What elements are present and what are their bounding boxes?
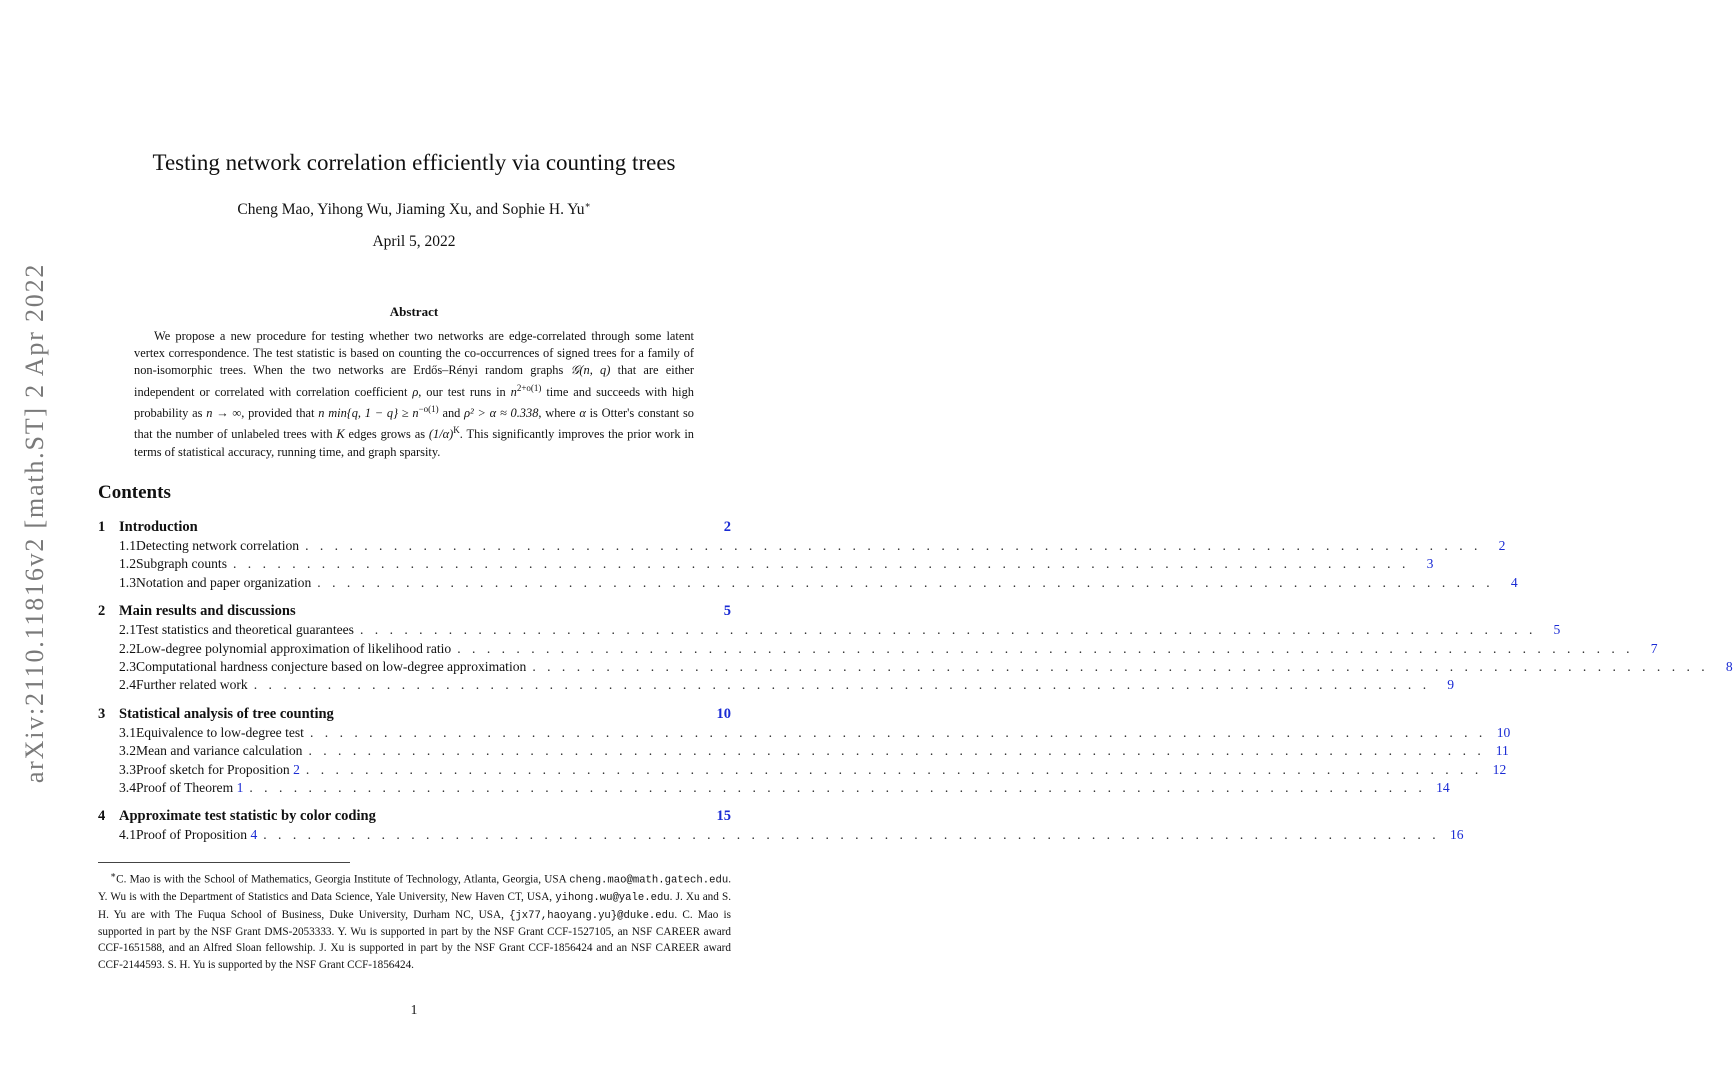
math-condition: ρ² > α ≈ 0.338	[464, 406, 539, 421]
toc-subsection-title-text: Test statistics and theoretical guarantees	[136, 622, 354, 638]
toc-section-number: 1	[98, 519, 106, 535]
footnote-text: . J. Xu and S. H. Yu are with The Fuqua School of Business, Duke University, Durham NC, USA,	[98, 891, 731, 921]
toc-subsection-entry[interactable]	[98, 574, 1518, 593]
toc-page-link[interactable]: 11	[1495, 743, 1509, 759]
footnote-text: . Y. Wu is with the Department of Statistics and Data Science, Yale University, New Haven CT, USA,	[98, 873, 731, 904]
abstract-body	[134, 328, 694, 461]
math-k: K	[336, 427, 345, 442]
footnote-text: C. Mao is with the School of Mathematics, Georgia Institute of Technology, Atlanta, Georgia, USA	[116, 873, 570, 886]
email-link[interactable]: {jx77,haoyang.yu}@duke.edu	[509, 909, 675, 922]
math-rho: ρ	[412, 384, 419, 399]
toc-subsection-entry[interactable]	[98, 538, 1506, 556]
toc-subsection-number: 3.4	[119, 779, 136, 795]
toc-leader-dots: . . . . . . . . . . . . . . . . . . . . . . . . . . . . . . . . . . . . . . . . . . . . . . . . . . . . . . . . . . . . . . . . . . . . . . . . . . . . . . . .	[253, 677, 1431, 693]
toc-subsection-entry[interactable]	[98, 556, 1434, 574]
math-condition: n min{q, 1 − q} ≥ n	[318, 406, 419, 421]
toc-subsection-entry[interactable]	[98, 640, 1658, 659]
math-limit: n → ∞	[206, 406, 242, 421]
toc-subsection-title-text: Mean and variance calculation	[136, 743, 303, 759]
toc-subsection-number: 3.3	[119, 761, 136, 777]
paper-date: April 5, 2022	[372, 233, 456, 250]
abstract-text: , our test runs in	[418, 384, 511, 399]
cross-reference-link[interactable]: 2	[293, 761, 300, 777]
abstract-text: , where	[538, 406, 580, 421]
toc-section-entry[interactable]	[98, 808, 731, 827]
toc-subsection-title	[136, 780, 243, 796]
toc-subsection-entry[interactable]	[98, 724, 1511, 743]
toc-subsection-title	[136, 556, 227, 572]
toc-subsection-number: 1.1	[119, 538, 136, 553]
toc-subsection-title	[136, 641, 451, 657]
abstract-text: that are either independent or correlated with correlation coefficient	[134, 363, 694, 399]
toc-page-link[interactable]: 9	[1447, 677, 1455, 693]
toc-section-number: 3	[98, 705, 106, 722]
toc-subsection-entry[interactable]	[98, 779, 1450, 798]
math-exponent: K	[453, 425, 460, 436]
toc-subsection-title	[136, 677, 248, 693]
email-link[interactable]: yihong.wu@yale.edu	[555, 892, 670, 905]
toc-subsection-entry[interactable]	[98, 658, 1733, 677]
author-names: Cheng Mao, Yihong Wu, Jiaming Xu, and Sophie H. Yu	[237, 201, 585, 219]
toc-subsection-number: 2.1	[119, 622, 136, 638]
toc-leader-dots: . . . . . . . . . . . . . . . . . . . . . . . . . . . . . . . . . . . . . . . . . . . . . . . . . . . . . . . . . . . . . . . . . . . . . . . . . . . . . . . .	[305, 538, 1482, 553]
footnote-mark: ∗	[110, 870, 117, 880]
toc-leader-dots: . . . . . . . . . . . . . . . . . . . . . . . . . . . . . . . . . . . . . . . . . . . . . . . . . . . . . . . . . . . . . . . . . . . . . . . . . . . . . . . .	[263, 827, 1440, 843]
toc-subsection-title-text: Proof sketch for Proposition	[136, 761, 290, 777]
toc-leader-dots: . . . . . . . . . . . . . . . . . . . . . . . . . . . . . . . . . . . . . . . . . . . . . . . . . . . . . . . . . . . . . . . . . . . . . . . . . . . . . . . .	[233, 556, 1410, 572]
toc-subsection-title-text: Proof of Proposition	[136, 827, 248, 843]
toc-subsection-title	[136, 659, 526, 675]
toc-leader-dots: . . . . . . . . . . . . . . . . . . . . . . . . . . . . . . . . . . . . . . . . . . . . . . . . . . . . . . . . . . . . . . . . . . . . . . . . . . . . . . . .	[532, 658, 1709, 674]
toc-page-link[interactable]: 12	[1492, 761, 1507, 777]
abstract-paragraph	[134, 328, 694, 461]
page-number: 1	[410, 1002, 418, 1017]
toc-leader-dots: . . . . . . . . . . . . . . . . . . . . . . . . . . . . . . . . . . . . . . . . . . . . . . . . . . . . . . . . . . . . . . . . . . . . . . . . . . . . . . . .	[457, 640, 1634, 656]
toc-subsection-number: 2.2	[119, 640, 136, 656]
toc-subsection-title-text: Detecting network correlation	[136, 538, 300, 553]
toc-subsection-number: 4.1	[119, 827, 136, 843]
toc-leader-dots: . . . . . . . . . . . . . . . . . . . . . . . . . . . . . . . . . . . . . . . . . . . . . . . . . . . . . . . . . . . . . . . . . . . . . . . . . . . . . . . .	[308, 743, 1485, 759]
toc-subsection-entry[interactable]	[98, 622, 1561, 640]
abstract-text: edges grows as	[344, 427, 429, 442]
math-alpha: α	[579, 406, 586, 421]
toc-page-link[interactable]: 15	[716, 808, 731, 825]
toc-leader-dots: . . . . . . . . . . . . . . . . . . . . . . . . . . . . . . . . . . . . . . . . . . . . . . . . . . . . . . . . . . . . . . . . . . . . . . . . . . . . . . . .	[317, 574, 1494, 590]
abstract-text: , provided that	[241, 406, 319, 421]
toc-page-link[interactable]: 14	[1436, 779, 1450, 795]
toc-section-number: 4	[98, 808, 106, 825]
paper-title: Testing network correlation efficiently via counting trees	[152, 150, 676, 175]
contents-heading: Contents	[98, 482, 171, 503]
toc-page-link[interactable]: 4	[1510, 574, 1518, 590]
email-link[interactable]: cheng.mao@math.gatech.edu	[569, 874, 729, 887]
footnote-text: . C. Mao is supported in part by the NSF Grant DMS-2053333. Y. Wu is supported in part by the NSF Grant CCF-1527105, an NSF CAREER award CCF-1651588, and an Alfred Sloan fellowship. J. Xu is supported in part by the NSF Grant CCF-1856424 and an NSF CAREER award CCF-2144593. S. H. Yu is supported by the NSF Grant CCF-1856424.	[98, 908, 731, 971]
toc-subsection-title-text: Notation and paper organization	[136, 574, 312, 590]
toc-section-group	[98, 705, 1511, 799]
toc-section-title: Main results and discussions	[119, 603, 296, 620]
toc-subsection-title	[136, 743, 302, 759]
toc-section-title: Approximate test statistic by color coding	[119, 808, 376, 825]
toc-subsection-entry[interactable]	[98, 743, 1509, 761]
toc-section-title: Statistical analysis of tree counting	[119, 705, 334, 722]
toc-section-entry[interactable]	[98, 603, 731, 622]
table-of-contents	[98, 519, 1733, 856]
toc-page-link[interactable]: 5	[1553, 622, 1561, 638]
toc-page-link[interactable]: 7	[1650, 640, 1658, 656]
toc-subsection-entry[interactable]	[98, 677, 1455, 695]
toc-leader-dots: . . . . . . . . . . . . . . . . . . . . . . . . . . . . . . . . . . . . . . . . . . . . . . . . . . . . . . . . . . . . . . . . . . . . . . . . . . . . . . . .	[305, 761, 1483, 777]
toc-page-link[interactable]: 16	[1450, 827, 1464, 843]
toc-subsection-title	[136, 762, 300, 778]
toc-subsection-title	[136, 622, 354, 638]
author-footnote-mark[interactable]: ∗	[584, 200, 591, 210]
math-growth: (1/α)	[428, 427, 454, 442]
toc-subsection-title-text: Subgraph counts	[136, 556, 227, 572]
author-footnote	[98, 867, 731, 973]
abstract-text: time and succeeds with high probability as	[134, 384, 694, 421]
toc-page-link[interactable]: 10	[716, 705, 731, 722]
toc-section-entry[interactable]	[98, 519, 731, 538]
toc-page-link[interactable]: 5	[723, 603, 731, 620]
toc-leader-dots: . . . . . . . . . . . . . . . . . . . . . . . . . . . . . . . . . . . . . . . . . . . . . . . . . . . . . . . . . . . . . . . . . . . . . . . . . . . . . . . .	[359, 622, 1537, 638]
math-exponent: −o(1)	[418, 403, 439, 414]
toc-page-link[interactable]: 3	[1426, 556, 1434, 572]
cross-reference-link[interactable]: 1	[236, 779, 244, 795]
toc-page-link[interactable]: 8	[1725, 658, 1733, 674]
toc-subsection-title-text: Proof of Theorem	[136, 779, 234, 795]
toc-page-link[interactable]: 2	[723, 519, 731, 535]
footnote-paragraph	[98, 867, 731, 973]
toc-subsection-title-text: Equivalence to low-degree test	[136, 724, 304, 740]
toc-page-link[interactable]: 10	[1496, 724, 1511, 740]
footnote-divider	[98, 862, 350, 863]
toc-leader-dots: . . . . . . . . . . . . . . . . . . . . . . . . . . . . . . . . . . . . . . . . . . . . . . . . . . . . . . . . . . . . . . . . . . . . . . . . . . . . . . . .	[249, 779, 1426, 795]
arxiv-identifier	[13, 262, 57, 783]
cross-reference-link[interactable]: 4	[250, 827, 258, 843]
toc-subsection-number: 2.4	[119, 677, 136, 693]
toc-subsection-number: 3.2	[119, 743, 136, 759]
toc-section-group	[98, 519, 1518, 593]
toc-subsection-title-text: Computational hardness conjecture based on low-degree approximation	[136, 658, 527, 674]
toc-subsection-title	[136, 725, 304, 741]
toc-section-group	[98, 603, 1733, 696]
toc-subsection-number: 2.3	[119, 658, 136, 674]
toc-subsection-title-text: Low-degree polynomial approximation of likelihood ratio	[136, 640, 452, 656]
toc-subsection-number: 3.1	[119, 724, 136, 740]
toc-section-title: Introduction	[119, 519, 198, 535]
math-exponent: 2+o(1)	[516, 382, 542, 393]
toc-subsection-entry[interactable]	[98, 827, 1464, 845]
math-graph: 𝒢(n, q)	[570, 363, 611, 378]
toc-section-number: 2	[98, 603, 106, 620]
abstract-text: . This significantly improves the prior work in terms of statistical accuracy, running time, and graph sparsity.	[134, 427, 695, 459]
toc-section-group	[98, 808, 1464, 845]
toc-subsection-title	[136, 538, 299, 554]
toc-subsection-title	[136, 575, 311, 591]
arxiv-identifier-text: arXiv:2110.11816v2 [math.ST] 2 Apr 2022	[20, 262, 49, 783]
author-list	[0, 200, 828, 219]
toc-section-entry[interactable]	[98, 706, 731, 725]
abstract-text: and	[438, 406, 465, 421]
toc-subsection-title	[136, 827, 257, 843]
toc-subsection-entry[interactable]	[98, 761, 1507, 780]
toc-leader-dots: . . . . . . . . . . . . . . . . . . . . . . . . . . . . . . . . . . . . . . . . . . . . . . . . . . . . . . . . . . . . . . . . . . . . . . . . . . . . . . . .	[309, 724, 1487, 740]
toc-subsection-number: 1.3	[119, 574, 136, 590]
toc-page-link[interactable]: 2	[1498, 538, 1506, 553]
abstract-text: is Otter's constant so that the number of unlabeled trees with	[134, 406, 694, 442]
abstract-heading: Abstract	[389, 304, 439, 319]
toc-subsection-number: 1.2	[119, 556, 136, 572]
abstract-text: We propose a new procedure for testing whether two networks are edge-correlated through some latent vertex correspondence. The test statistic is based on counting the co-occurrences of signed trees for a family of non-isomorphic trees. When the two networks are Erdős–Rényi random graphs	[134, 329, 694, 378]
math-n: n	[510, 384, 517, 399]
toc-subsection-title-text: Further related work	[136, 677, 248, 693]
